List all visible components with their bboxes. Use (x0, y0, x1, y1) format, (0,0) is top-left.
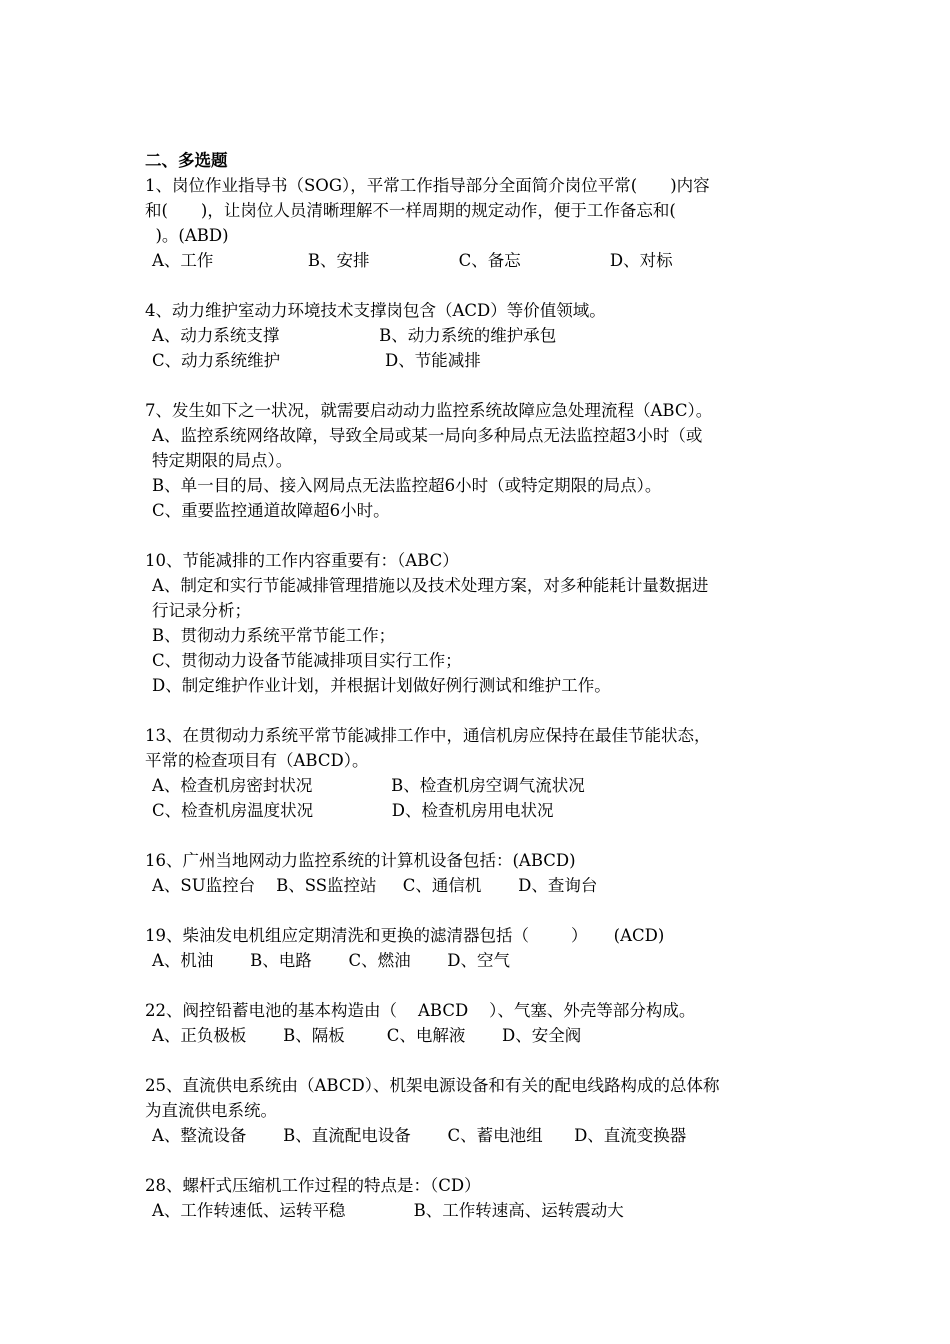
question-text: )。(ABD) (145, 226, 229, 245)
question-item (145, 723, 825, 823)
question-text: 25、直流供电系统由（ABCD）、机架电源设备和有关的配电线路构成的总体称 (145, 1076, 720, 1095)
question-item (145, 1173, 825, 1223)
question-item (145, 173, 825, 273)
question-text: 7、发生如下之一状况，就需要启动动力监控系统故障应急处理流程（ABC）。 (145, 401, 713, 420)
question-text: 和( )，让岗位人员清晰理解不一样周期的规定动作，便于工作备忘和( (145, 201, 676, 220)
answer-options: 特定期限的局点）。 (152, 451, 293, 470)
question-list (145, 173, 825, 1223)
question-item (145, 298, 825, 373)
answer-options: A、动力系统支撑 B、动力系统的维护承包 (152, 326, 557, 345)
question-text: 19、柴油发电机组应定期清洗和更换的滤清器包括（ ） (ACD) (145, 926, 665, 945)
question-text: 13、在贯彻动力系统平常节能减排工作中，通信机房应保持在最佳节能状态， (145, 726, 711, 745)
question-item (145, 548, 825, 698)
answer-options: D、制定维护作业计划，并根据计划做好例行测试和维护工作。 (152, 676, 611, 695)
section-heading: 二、多选题 (145, 151, 228, 170)
answer-options: A、整流设备 B、直流配电设备 C、蓄电池组 D、直流变换器 (152, 1126, 687, 1145)
answer-options: A、制定和实行节能减排管理措施以及技术处理方案，对多种能耗计量数据进 (152, 576, 709, 595)
question-text: 10、节能减排的工作内容重要有：（ABC） (145, 551, 459, 570)
answer-options: A、工作 B、安排 C、备忘 D、对标 (152, 251, 673, 270)
question-text: 28、螺杆式压缩机工作过程的特点是：（CD） (145, 1176, 481, 1195)
answer-options: A、SU监控台 B、SS监控站 C、通信机 D、查询台 (152, 876, 598, 895)
question-text: 16、广州当地网动力监控系统的计算机设备包括：(ABCD) (145, 851, 576, 870)
answer-options: A、检查机房密封状况 B、检查机房空调气流状况 (152, 776, 585, 795)
answer-options: C、重要监控通道故障超6小时。 (152, 501, 390, 520)
answer-options: C、动力系统维护 D、节能减排 (152, 351, 481, 370)
question-text: 1、岗位作业指导书（SOG），平常工作指导部分全面简介岗位平常( )内容 (145, 176, 710, 195)
question-text: 平常的检查项目有（ABCD）。 (145, 751, 369, 770)
answer-options: A、机油 B、电路 C、燃油 D、空气 (152, 951, 511, 970)
answer-options: A、工作转速低、运转平稳 B、工作转速高、运转震动大 (152, 1201, 624, 1220)
question-item (145, 398, 825, 523)
answer-options: C、贯彻动力设备节能减排项目实行工作； (152, 651, 462, 670)
question-text: 4、动力维护室动力环境技术支撑岗包含（ACD）等价值领域。 (145, 301, 606, 320)
question-text: 为直流供电系统。 (145, 1101, 277, 1120)
answer-options: A、监控系统网络故障，导致全局或某一局向多种局点无法监控超3小时（或 (152, 426, 703, 445)
answer-options: C、检查机房温度状况 D、检查机房用电状况 (152, 801, 554, 820)
question-text: 22、阀控铅蓄电池的基本构造由（ ABCD ）、气塞、外壳等部分构成。 (145, 1001, 696, 1020)
question-item (145, 998, 825, 1048)
answer-options: 行记录分析； (152, 601, 251, 620)
question-item (145, 1073, 825, 1148)
question-item (145, 848, 825, 898)
answer-options: B、贯彻动力系统平常节能工作； (152, 626, 396, 645)
answer-options: B、单一目的局、接入网局点无法监控超6小时（或特定期限的局点）。 (152, 476, 662, 495)
document-page (145, 148, 825, 1248)
question-item (145, 923, 825, 973)
answer-options: A、正负极板 B、隔板 C、电解液 D、安全阀 (152, 1026, 582, 1045)
